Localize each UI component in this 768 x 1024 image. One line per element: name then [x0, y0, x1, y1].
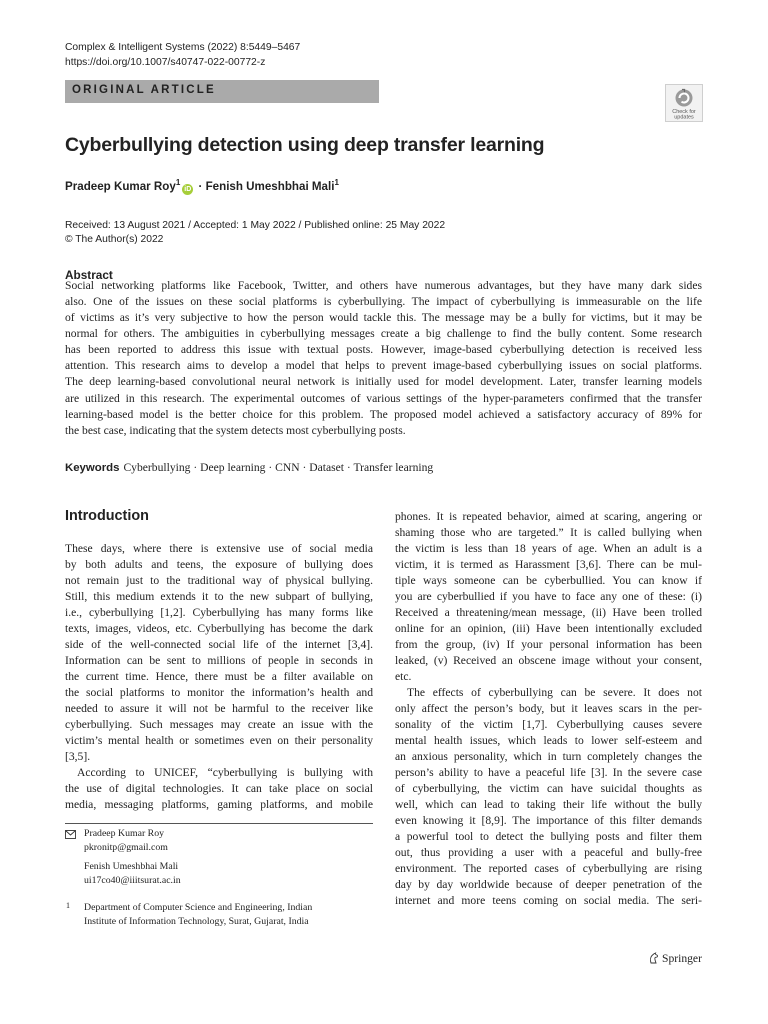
- journal-citation: Complex & Intelligent Systems (2022) 8:5449–5467: [65, 42, 301, 53]
- body-line: a powerful tool to detect the bullying posts and filter them: [395, 830, 702, 843]
- body-line: the current time. Hence, there must be a filter available on: [65, 670, 373, 683]
- body-line: needed to assure it will not be harmful to the receiver like: [65, 702, 373, 715]
- body-column-left: [65, 541, 373, 813]
- body-line: [3,5].: [65, 750, 91, 763]
- body-line: the victim is less than 18 years of age. When an adult is a: [395, 542, 702, 555]
- abstract-line: attention. This research aims to develop a model that helps to prevent image-based cyberbullying issues on social platforms.: [65, 359, 702, 373]
- body-line: etc.: [395, 670, 412, 683]
- abstract-line: The deep learning-based convolutional neural network is initially used for model development. Later, transfer learning models: [65, 375, 702, 389]
- body-line: victim, it is termed as Harassment [3,6]. There can be mul-: [395, 558, 702, 571]
- abstract-line: has been reported to address this issue with textual posts. However, image-based cyberbullying detection is received less: [65, 343, 702, 357]
- body-line: i.e., cyberbullying [1,2]. Cyberbullying has many forms like: [65, 606, 373, 619]
- abstract-heading: Abstract: [65, 268, 113, 282]
- orcid-icon[interactable]: iD: [184, 185, 192, 193]
- body-line: cyberbullying. Such messages may create an issue with the: [65, 718, 373, 731]
- springer-horse-icon: [648, 952, 659, 964]
- author-2-affiliation-mark: 1: [334, 178, 339, 187]
- publisher-name: Springer: [662, 952, 702, 965]
- abstract-line: normal for others. The ambiguities in cyberbullying messages create a big challenge to find the bully content. Some research: [65, 327, 702, 341]
- check-updates-text-1: Check for: [672, 109, 696, 115]
- affiliation-line: Department of Computer Science and Engineering, Indian: [84, 902, 313, 913]
- body-line: you are cyberbullied if you have to face any one of these: (i): [395, 590, 702, 603]
- body-line: shaming those who are targeted.” It is called bullying when: [395, 526, 702, 539]
- body-column-right: [395, 509, 702, 909]
- copyright-line: © The Author(s) 2022: [65, 234, 164, 245]
- abstract-line: of victims as it’s very subjective to how the person would tackle this. The message may be a bully for victims, but it may be: [65, 311, 702, 325]
- abstract-line: the best case, indicating that the system detects most cyberbullying posts.: [65, 423, 406, 437]
- body-line: internet and more teens coming on social media. The seri-: [395, 894, 702, 907]
- body-line: only affect the person’s body, but it leaves scars in the per-: [395, 702, 702, 715]
- body-line: side of the well-connected social life of the internet [3,4].: [65, 638, 373, 651]
- body-line: even knowing it [8,9]. The importance of this filter demands: [395, 814, 702, 827]
- abstract-text: [65, 278, 702, 439]
- mail-icon: [65, 830, 76, 839]
- author-2-name[interactable]: Fenish Umeshbhai Mali: [205, 179, 335, 193]
- abstract-line: learning-based model is the better choice for this problem. The proposed model achieved a satisfactory accuracy of 89% for: [65, 407, 702, 421]
- body-line: phones. It is repeated behavior, aimed at scaring, angering or: [395, 510, 702, 523]
- keywords-list: Cyberbullying · Deep learning · CNN · Dataset · Transfer learning: [123, 461, 434, 474]
- body-line: The effects of cyberbullying can be severe. It does not: [407, 686, 702, 699]
- body-line: day by day worldwide because of deeper penetration of the: [395, 878, 702, 891]
- body-line: by both adults and teens, the exposure of bullying does: [65, 558, 373, 571]
- contact-1-email[interactable]: pkronitp@gmail.com: [84, 841, 168, 853]
- contact-2-name: Fenish Umeshbhai Mali: [84, 861, 179, 873]
- affiliation-number: 1: [66, 901, 70, 910]
- check-updates-text-2: updates: [674, 114, 694, 121]
- body-line: Received a threatening/mean message, (ii) Have been trolled: [395, 606, 702, 619]
- body-line: Information can be sent to millions of people in seconds in: [65, 654, 373, 667]
- body-line: online for an opinion, (iii) Have been intentionally excluded: [395, 622, 702, 635]
- body-line: texts, images, videos, etc. Cyberbullying has become the dark: [65, 622, 373, 635]
- article-type-label: ORIGINAL ARTICLE: [72, 84, 216, 96]
- abstract-line: also. One of the issues on these social platforms is cyberbullying. The impact of cyberbullying is immeasurable on the life: [65, 295, 702, 309]
- publisher-logo: [648, 952, 702, 965]
- publication-dates: Received: 13 August 2021 / Accepted: 1 May 2022 / Published online: 25 May 2022: [65, 220, 446, 231]
- body-line: media, messaging platforms, gaming platforms, and mobile: [65, 798, 373, 811]
- body-line: According to UNICEF, “cyberbullying is bullying with: [77, 766, 373, 779]
- abstract-line: Social networking platforms like Facebook, Twitter, and others have numerous advantages, but they have many dark sides: [65, 279, 702, 292]
- affiliation-line: Institute of Information Technology, Surat, Gujarat, India: [84, 915, 309, 927]
- doi-link[interactable]: https://doi.org/10.1007/s40747-022-00772-z: [65, 57, 266, 68]
- body-line: the use of digital technologies. It can take place on social: [65, 782, 373, 795]
- corresponding-authors: [84, 827, 181, 887]
- paper-title: Cyberbullying detection using deep transfer learning: [65, 134, 545, 156]
- author-1-affiliation-mark: 1: [175, 178, 181, 187]
- footnote-divider: [65, 823, 373, 824]
- keywords: [65, 461, 433, 474]
- author-1-name[interactable]: Pradeep Kumar Roy: [65, 179, 176, 193]
- contact-2-email[interactable]: ui17co40@iiitsurat.ac.in: [84, 874, 181, 886]
- body-line: not remain just to the traditional way of physical bullying.: [65, 574, 373, 587]
- author-separator: ·: [195, 179, 206, 193]
- body-line: victim’s mental health or sometimes even on their personality: [65, 734, 373, 747]
- affiliation: [84, 901, 374, 928]
- keywords-label: Keywords: [65, 462, 120, 474]
- body-line: person’s ability to have a peaceful life [3]. In the severe case: [395, 766, 702, 779]
- body-line: out, thus providing a user with a peaceful and bully-free: [395, 846, 702, 859]
- body-line: Still, this medium extends it to the new subpart of bullying,: [65, 590, 373, 603]
- body-line: of cyberbullying, the victim can have suicidal thoughts as: [395, 782, 702, 795]
- check-for-updates-icon[interactable]: [665, 84, 703, 122]
- abstract-line: are utilized in this research. The experimental outcomes of various settings of the hyper-parameters confirmed that the transfer: [65, 391, 702, 405]
- body-line: sonality of the victim [1,7]. Cyberbullying causes severe: [395, 718, 702, 731]
- body-line: mental health issues, which leads to lower self-esteem and: [395, 734, 702, 747]
- body-line: from the group, (iv) If your personal information has been: [395, 638, 702, 651]
- body-line: leaked, (v) Received an obscene image without your consent,: [395, 654, 702, 667]
- body-line: an anxious personality, which in turn completely changes the: [395, 750, 702, 763]
- author-list: [65, 178, 339, 195]
- section-heading-introduction: Introduction: [65, 508, 149, 524]
- body-line: These days, where there is extensive use of social media: [65, 542, 373, 555]
- body-line: the social platforms to monitor the information’s health and: [65, 686, 373, 699]
- body-line: environment. The reported cases of cyberbullying are rising: [395, 862, 702, 875]
- contact-1-name: Pradeep Kumar Roy: [84, 828, 164, 839]
- body-line: well, which can lead to taking their life without the bully: [395, 798, 702, 811]
- body-line: tiple ways someone can be cyberbullied. You can know if: [395, 574, 702, 587]
